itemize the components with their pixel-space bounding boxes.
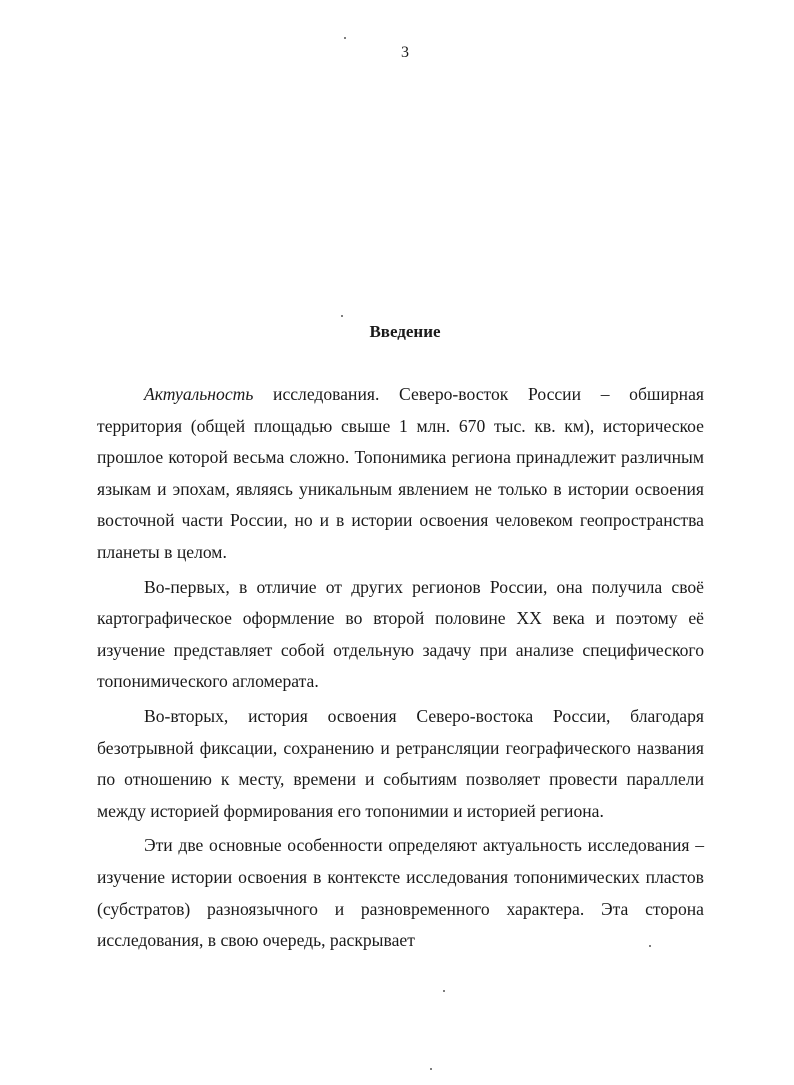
italic-term: Актуальность: [144, 384, 254, 404]
paragraph-text: исследования. Северо-восток России – обширная территория (общей площадью свыше 1 млн. 670 тыс. кв. км), историческое прошлое которой весьма сложно. Топонимика региона принадлежит различным языкам и эпохам, являясь уникальным явлением не только в истории освоения восточной части России, но и в истории освоения человеком геопространства планеты в целом.: [97, 384, 704, 562]
scan-speck: [443, 990, 445, 992]
page-number: 3: [401, 44, 409, 61]
scan-speck: [649, 945, 651, 947]
section-heading: Введение: [369, 322, 441, 341]
paragraph-second: Во-вторых, история освоения Северо-востока России, благодаря безотрывной фиксации, сохранению и ретрансляции географического названия по отношению к месту, времени и событиям позволяет провести параллели между историей формирования его топонимии и историей региона.: [97, 705, 704, 821]
scan-speck: [344, 37, 346, 39]
scan-speck: [430, 1068, 432, 1070]
paragraph-relevance: [97, 379, 704, 569]
paragraph-first: Во-первых, в отличие от других регионов России, она получила своё картографическое оформление во второй половине XX века и поэтому её изучение представляет собой отдельную задачу при анализе специфического топонимического агломерата.: [97, 576, 704, 692]
body-text: [97, 379, 704, 957]
scan-speck: [341, 315, 343, 317]
paragraph-features: Эти две основные особенности определяют актуальность исследования – изучение истории освоения в контексте исследования топонимических пластов (субстратов) разноязычного и разновременного характера. Эта сторона исследования, в свою очередь, раскрывает: [97, 835, 704, 951]
